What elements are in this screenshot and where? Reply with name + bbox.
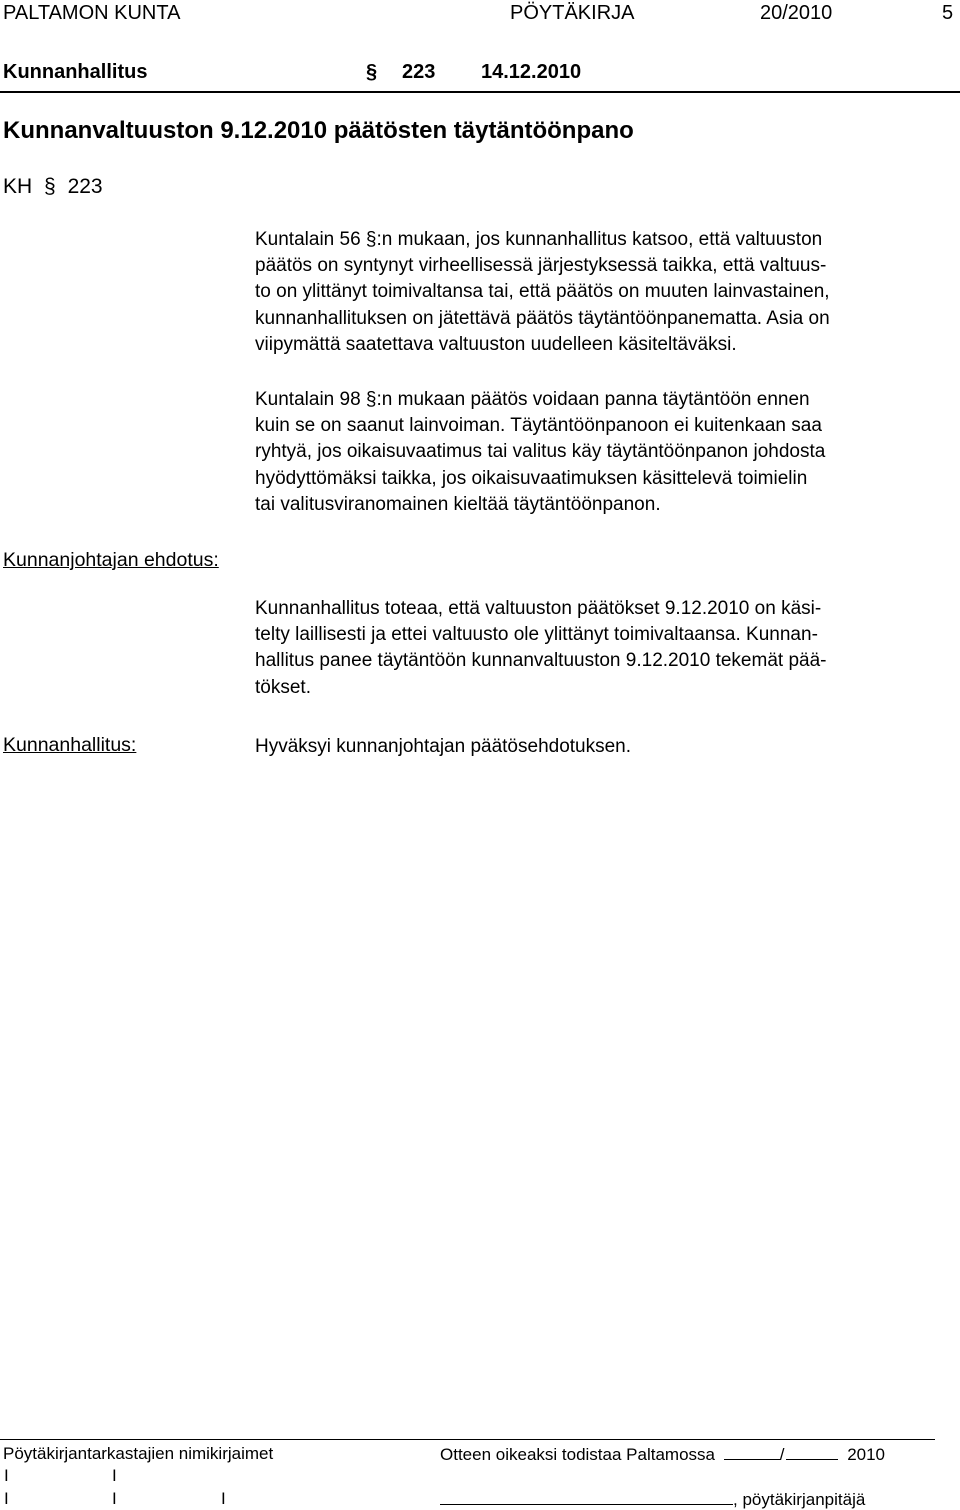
- page-title: Kunnanvaltuuston 9.12.2010 päätösten täytäntöönpano: [3, 117, 634, 144]
- decision-label: Kunnanhallitus:: [3, 734, 137, 756]
- day-blank: [724, 1444, 780, 1460]
- section-sign-icon: §: [44, 175, 56, 198]
- kh-prefix: KH: [3, 175, 33, 198]
- text-line: telty laillisesti ja ettei valtuusto ole ylittänyt toimivaltaansa. Kunnan-: [255, 624, 818, 646]
- text-line: kunnanhallituksen on jätettävä päätös täytäntöönpanematta. Asia on: [255, 307, 830, 329]
- page-number: 5: [942, 2, 954, 24]
- kh-reference: [3, 175, 103, 199]
- document-number: 20/2010: [760, 2, 833, 24]
- date-slash: /: [779, 1445, 785, 1464]
- initials-separator: I: [112, 1489, 117, 1508]
- text-line: tai valitusviranomainen kieltää täytäntöönpanon.: [255, 493, 661, 515]
- text-line: päätös on syntynyt virheellisessä järjestyksessä taikka, että valtuus-: [255, 255, 827, 277]
- section-sign-icon: §: [366, 61, 378, 83]
- body-name: Kunnanhallitus: [3, 61, 148, 83]
- text-line: tökset.: [255, 676, 311, 698]
- text-line: Kuntalain 98 §:n mukaan päätös voidaan panna täytäntöön ennen: [255, 389, 810, 410]
- proposal-text: [255, 596, 958, 701]
- text-line: viipymättä saatettava valtuuston uudelleen käsiteltäväksi.: [255, 333, 737, 355]
- meeting-date: 14.12.2010: [481, 61, 582, 83]
- initials-separator: I: [4, 1466, 9, 1485]
- document-type: PÖYTÄKIRJA: [510, 2, 635, 24]
- initials-separator: I: [4, 1489, 9, 1508]
- footer-divider: [0, 1439, 935, 1440]
- text-line: Kunnanhallitus toteaa, että valtuuston päätökset 9.12.2010 on käsi-: [255, 598, 822, 619]
- certification-text: Otteen oikeaksi todistaa Paltamossa: [440, 1445, 715, 1464]
- paragraph-kuntalain-56: [255, 227, 958, 358]
- reviewers-initials-label: Pöytäkirjantarkastajien nimikirjaimet: [3, 1444, 274, 1463]
- text-line: ryhtyä, jos oikaisuvaatimus tai valitus käy täytäntöönpanon johdosta: [255, 441, 826, 463]
- proposal-label: Kunnanjohtajan ehdotus:: [3, 549, 219, 571]
- text-line: kuin se on saanut lainvoiman. Täytäntöönpanoon ei kuitenkaan saa: [255, 415, 822, 437]
- header-divider: [0, 91, 960, 93]
- initials-separator: I: [221, 1489, 226, 1508]
- month-blank: [786, 1444, 838, 1460]
- text-line: hallitus panee täytäntöön kunnanvaltuuston 9.12.2010 tekemät pää-: [255, 650, 827, 672]
- text-line: to on ylittänyt toimivaltansa tai, että päätös on muuten lainvastainen,: [255, 281, 830, 303]
- signature-role: , pöytäkirjanpitäjä: [733, 1490, 866, 1509]
- organization-name: PALTAMON KUNTA: [3, 2, 181, 24]
- decision-text: Hyväksyi kunnanjohtajan päätösehdotuksen.: [255, 736, 632, 757]
- signature-blank: [440, 1489, 733, 1505]
- kh-number: 223: [67, 175, 103, 198]
- text-line: hyödyttömäksi taikka, jos oikaisuvaatimuksen käsittelevä toimielin: [255, 467, 808, 489]
- certification-label: [440, 1444, 885, 1465]
- paragraph-kuntalain-98: [255, 387, 958, 518]
- section-number: 223: [402, 61, 436, 83]
- signature-line: [440, 1489, 865, 1510]
- initials-separator: I: [112, 1466, 117, 1485]
- text-line: Kuntalain 56 §:n mukaan, jos kunnanhallitus katsoo, että valtuuston: [255, 229, 823, 250]
- certification-year: 2010: [847, 1445, 886, 1464]
